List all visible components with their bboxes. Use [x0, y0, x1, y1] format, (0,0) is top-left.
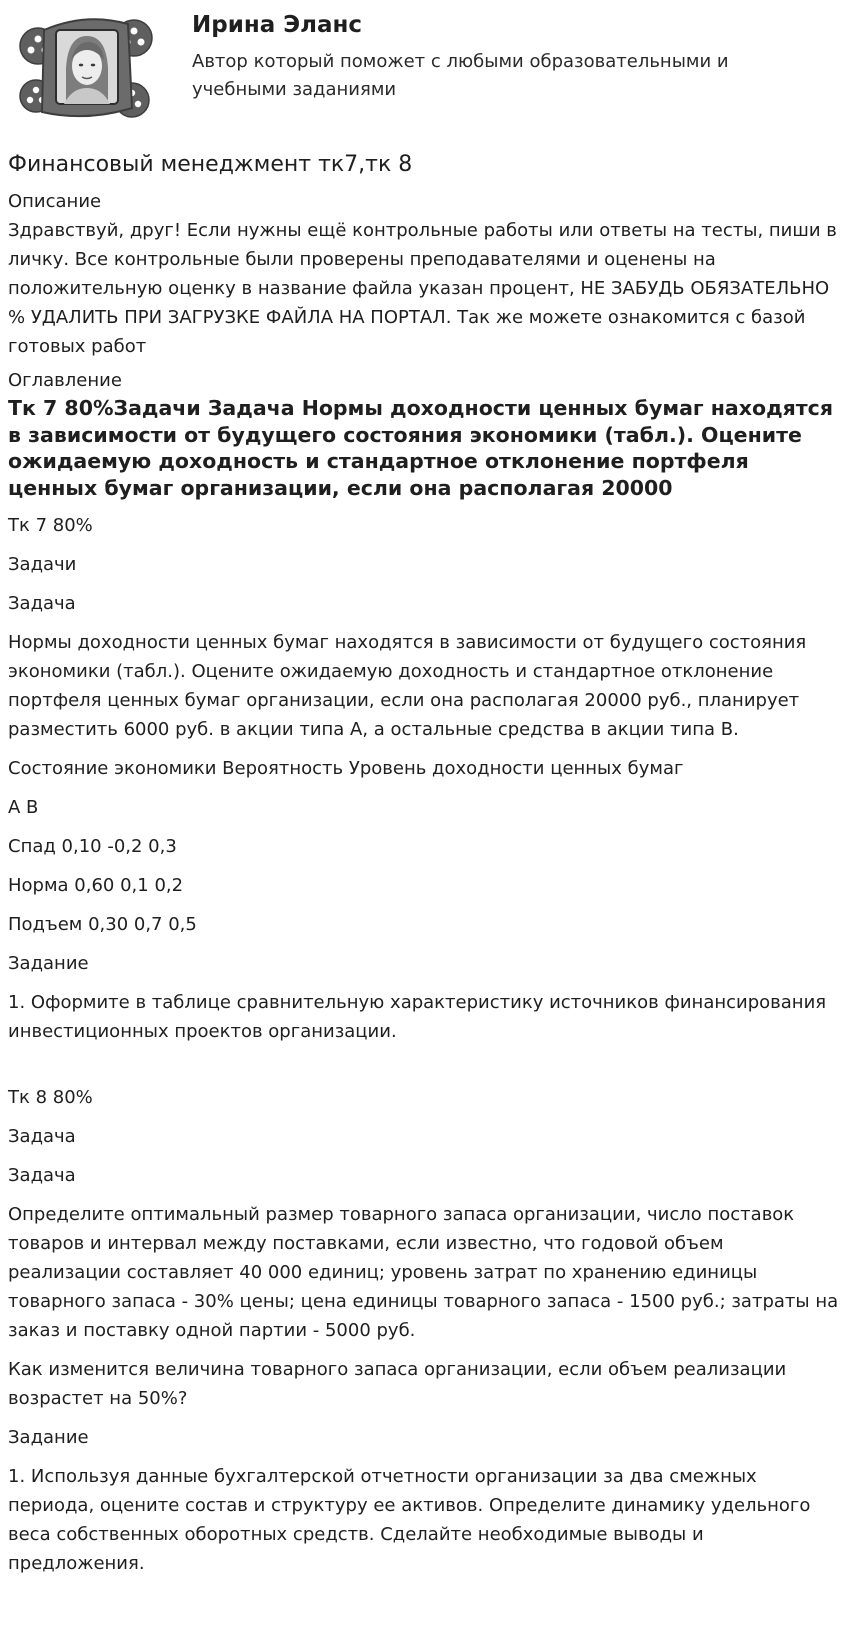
paragraph: Задача: [8, 1165, 76, 1186]
description-text: Здравствуй, друг! Если нужны ещё контрольные работы или ответы на тесты, пиши в личку. Все контрольные были проверены преподавателями и оценены на положительную оценку в название файла указан процент, НЕ ЗАБУДЬ ОБЯЗАТЕЛЬНО % УДАЛИТЬ ПРИ ЗАГРУЗКЕ ФАЙЛА НА ПОРТАЛ. Так же можете ознакомится с базой готовых работ: [8, 220, 837, 357]
paragraph: Определите оптимальный размер товарного запаса организации, число поставок товаров и интервал между поставками, если известно, что годовой объем реализации составляет 40 000 единиц; уровень затрат по хранению единицы товарного запаса - 30% цены; цена единицы товарного запаса - 1500 руб.; затраты на заказ и поставку одной партии - 5000 руб.: [8, 1204, 839, 1341]
paragraph: Задача: [8, 593, 76, 614]
paragraph: Задание: [8, 953, 89, 974]
blank-line: [8, 1056, 839, 1083]
tk7-section: [8, 511, 839, 1046]
paragraph: Задание: [8, 1427, 89, 1448]
toc-label: Оглавление: [8, 370, 122, 391]
paragraph: Как изменится величина товарного запаса организации, если объем реализации возрастет на 50%?: [8, 1359, 787, 1409]
paragraph: 1. Оформите в таблице сравнительную характеристику источников финансирования инвестиционных проектов организации.: [8, 992, 827, 1042]
paragraph: Задача: [8, 1126, 76, 1147]
paragraph: Состояние экономики Вероятность Уровень доходности ценных бумаг: [8, 758, 684, 779]
tk8-section: [8, 1083, 839, 1578]
author-name[interactable]: Ирина Эланс: [192, 12, 363, 38]
paragraph: Тк 7 80%: [8, 515, 93, 536]
paragraph: Спад 0,10 -0,2 0,3: [8, 836, 177, 857]
paragraph: Задачи: [8, 554, 77, 575]
description-label: Описание: [8, 191, 102, 212]
author-avatar[interactable]: [16, 8, 156, 126]
author-description: Автор который поможет с любыми образовательными и учебными заданиями: [192, 51, 729, 100]
paragraph: Тк 8 80%: [8, 1087, 93, 1108]
paragraph: Норма 0,60 0,1 0,2: [8, 875, 184, 896]
paragraph: А В: [8, 797, 39, 818]
paragraph: Подъем 0,30 0,7 0,5: [8, 914, 197, 935]
paragraph: 1. Используя данные бухгалтерской отчетности организации за два смежных периода, оцените состав и структуру ее активов. Определите динамику удельного веса собственных оборотных средств. Сделайте необходимые выводы и предложения.: [8, 1466, 811, 1574]
work-title: Финансовый менеджмент тк7,тк 8: [8, 152, 413, 177]
toc-heading: Тк 7 80%Задачи Задача Нормы доходности ценных бумаг находятся в зависимости от будущего состояния экономики (табл.). Оцените ожидаемую доходность и стандартное отклонение портфеля ценных бумаг организации, если она располагая 20000: [8, 396, 833, 500]
paragraph: Нормы доходности ценных бумаг находятся в зависимости от будущего состояния экономики (табл.). Оцените ожидаемую доходность и стандартное отклонение портфеля ценных бумаг организации, если она располагая 20000 руб., планирует разместить 6000 руб. в акции типа А, а остальные средства в акции типа В.: [8, 632, 807, 740]
author-block: [8, 0, 839, 130]
